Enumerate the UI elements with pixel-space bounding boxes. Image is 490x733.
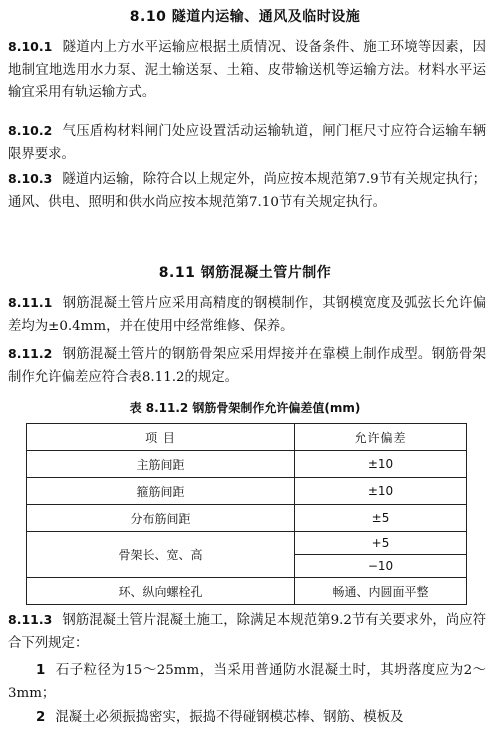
table-row bbox=[27, 451, 467, 478]
column-header-tolerance: 允许偏差 bbox=[295, 424, 467, 451]
clause-text: 隧道内上方水平运输应根据土质情况、设备条件、施工环境等因素，因地制宜地选用水力泵、泥土输送泵、土箱、皮带输送机等运输方法。材料水平运输宜采用有轨运输方式。 bbox=[8, 40, 486, 100]
list-item-number: 1 bbox=[36, 663, 46, 678]
table-caption: 表 8.11.2 钢筋骨架制作允许偏差值(mm) bbox=[129, 401, 361, 415]
paragraph-8-10-2 bbox=[8, 120, 486, 166]
section-heading-8-10: 8.10 隧道内运输、通风及临时设施 bbox=[129, 9, 361, 25]
table-cell-tolerance: ±5 bbox=[295, 505, 467, 532]
clause-text: 气压盾构材料闸门处应设置活动运输轨道，闸门框尺寸应符合运输车辆限界要求。 bbox=[8, 124, 486, 162]
clause-number: 8.11.2 bbox=[8, 346, 53, 361]
table-row bbox=[27, 505, 467, 532]
clause-number: 8.10.1 bbox=[8, 39, 53, 54]
clause-text: 钢筋混凝土管片混凝土施工，除满足本规范第9.2节有关要求外，尚应符合下列规定： bbox=[8, 613, 486, 651]
table-cell-item: 主筋间距 bbox=[27, 451, 295, 478]
table-row bbox=[27, 532, 467, 555]
table-cell-tolerance: ±10 bbox=[295, 478, 467, 505]
clause-text: 隧道内运输，除符合以上规定外，尚应按本规范第7.9节有关规定执行；通风、供电、照明和供水尚应按本规范第7.10节有关规定执行。 bbox=[8, 172, 486, 210]
list-item-text: 混凝土必须振捣密实，振捣不得碰钢模芯棒、钢筋、模板及 bbox=[55, 710, 404, 725]
paragraph-8-11-3 bbox=[8, 609, 486, 655]
clause-number: 8.11.3 bbox=[8, 612, 53, 627]
tolerance-table bbox=[26, 423, 467, 605]
paragraph-8-10-3 bbox=[8, 168, 486, 214]
table-header-row bbox=[27, 424, 467, 451]
table-row bbox=[27, 478, 467, 505]
clause-number: 8.11.1 bbox=[8, 295, 53, 310]
clause-number: 8.10.2 bbox=[8, 123, 53, 138]
table-cell-tolerance: 畅通、内圆面平整 bbox=[295, 578, 467, 605]
clause-number: 8.10.3 bbox=[8, 171, 53, 186]
clause-text: 钢筋混凝土管片的钢筋骨架应采用焊接并在靠模上制作成型。钢筋骨架制作允许偏差应符合表8.11.2的规定。 bbox=[8, 347, 486, 385]
table-row bbox=[27, 578, 467, 605]
list-item bbox=[8, 660, 486, 705]
paragraph-8-11-2 bbox=[8, 343, 486, 389]
paragraph-8-10-1 bbox=[8, 36, 486, 105]
table-cell-item: 箍筋间距 bbox=[27, 478, 295, 505]
table-cell-tolerance-upper: +5 bbox=[295, 532, 467, 555]
table-cell-item: 骨架长、宽、高 bbox=[27, 532, 295, 578]
column-header-item: 项 目 bbox=[27, 424, 295, 451]
paragraph-8-11-1 bbox=[8, 292, 486, 338]
clause-text: 钢筋混凝土管片应采用高精度的钢模制作，其钢模宽度及弧弦长允许偏差均为±0.4mm，并在使用中经常维修、保养。 bbox=[8, 296, 486, 334]
table-cell-item: 环、纵向螺栓孔 bbox=[27, 578, 295, 605]
section-heading-8-11: 8.11 钢筋混凝土管片制作 bbox=[158, 265, 332, 281]
list-item bbox=[8, 707, 486, 730]
list-item-text: 石子粒径为15～25mm，当采用普通防水混凝土时，其坍落度应为2～3mm； bbox=[8, 663, 486, 701]
list-item-number: 2 bbox=[36, 710, 46, 725]
table-cell-tolerance: ±10 bbox=[295, 451, 467, 478]
table-cell-item: 分布筋间距 bbox=[27, 505, 295, 532]
table-cell-tolerance-lower: −10 bbox=[295, 555, 467, 578]
